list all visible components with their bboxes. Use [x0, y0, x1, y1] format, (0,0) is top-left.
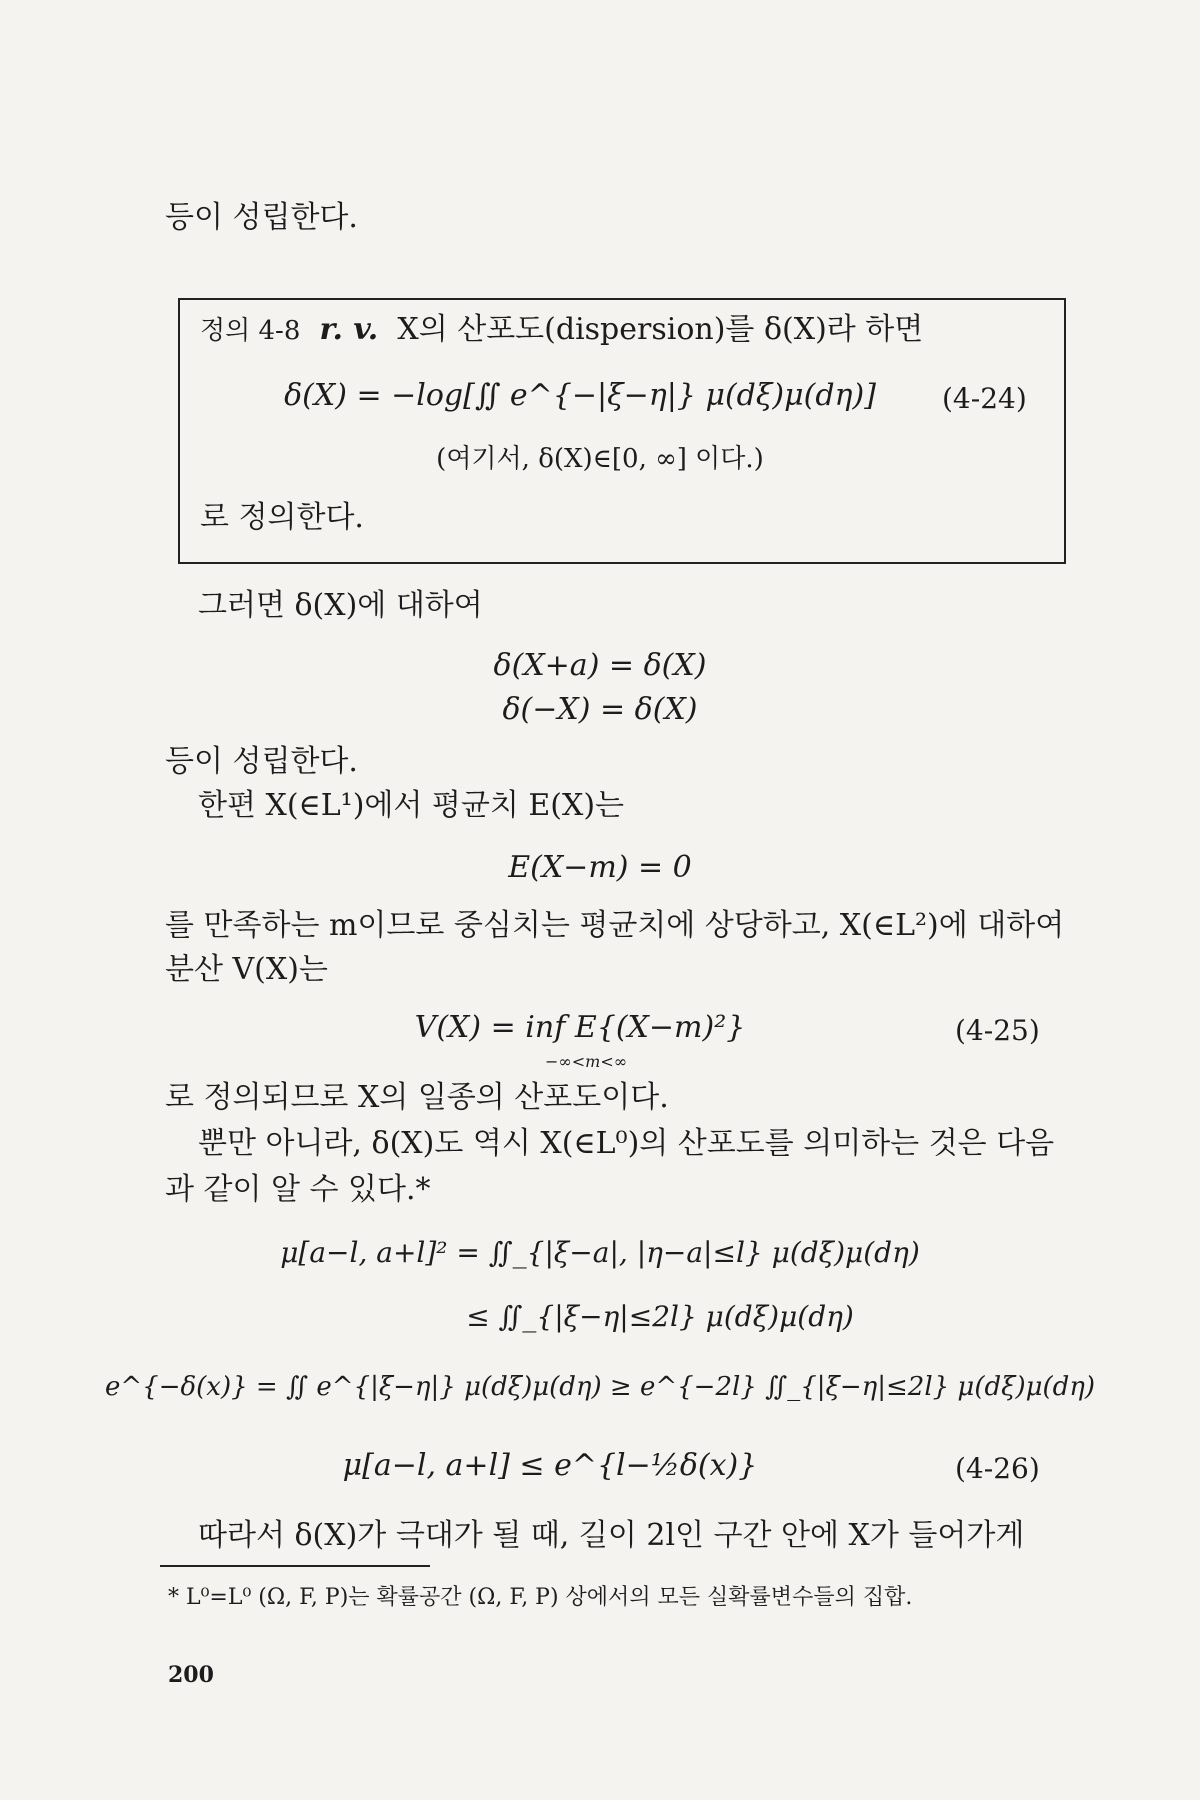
definition-note: (여기서, δ(X)∈[0, ∞] 이다.): [436, 444, 764, 474]
equation: μ[a−l, a+l] ≤ e^{l−½δ(x)}: [342, 1448, 758, 1483]
text-line: 등이 성립한다.: [165, 744, 358, 779]
text-line: 한편 X(∈L¹)에서 평균치 E(X)는: [198, 788, 625, 823]
text-line: 등이 성립한다.: [165, 200, 358, 235]
page-number: 200: [168, 1662, 214, 1688]
text-line: 그러면 δ(X)에 대하여: [198, 588, 483, 623]
footnote: * L⁰=L⁰ (Ω, F, P)는 확률공간 (Ω, F, P) 상에서의 모든 실확률변수들의 집합.: [168, 1585, 913, 1610]
equation: μ[a−l, a+l]² = ∬_{|ξ−a|, |η−a|≤l} μ(dξ)μ(dη): [280, 1236, 920, 1269]
equation: e^{−δ(x)} = ∬ e^{|ξ−η|} μ(dξ)μ(dη) ≥ e^{−2l} ∬_{|ξ−η|≤2l} μ(dξ)μ(dη): [104, 1372, 1095, 1402]
equation-number: (4-24): [942, 382, 1027, 415]
equation: δ(−X) = δ(X): [502, 692, 698, 727]
equation: V(X) = inf E{(X−m)²}: [414, 1010, 746, 1045]
equation-number: (4-26): [955, 1452, 1040, 1485]
equation-subscript: −∞<m<∞: [545, 1052, 628, 1071]
footnote-rule: [160, 1565, 430, 1567]
text-line: 따라서 δ(X)가 극대가 될 때, 길이 2l인 구간 안에 X가 들어가게: [198, 1518, 1025, 1553]
equation: δ(X+a) = δ(X): [493, 648, 707, 683]
equation: ≤ ∬_{|ξ−η|≤2l} μ(dξ)μ(dη): [466, 1300, 854, 1333]
equation: E(X−m) = 0: [508, 850, 692, 885]
text-line: 를 만족하는 m이므로 중심치는 평균치에 상당하고, X(∈L²)에 대하여: [165, 908, 1065, 943]
definition-title: [200, 312, 923, 348]
text-line: 과 같이 알 수 있다.*: [165, 1172, 431, 1207]
definition-equation: δ(X) = −log[∬ e^{−|ξ−η|} μ(dξ)μ(dη)]: [284, 378, 876, 413]
text-line: 로 정의되므로 X의 일종의 산포도이다.: [165, 1080, 669, 1115]
equation-number: (4-25): [955, 1014, 1040, 1047]
definition-text: X의 산포도(dispersion)를 δ(X)라 하면: [397, 312, 924, 347]
definition-rv: r. v.: [319, 312, 379, 347]
text-line: 분산 V(X)는: [165, 952, 328, 987]
definition-label: 정의 4-8: [200, 316, 301, 346]
text-line: 뿐만 아니라, δ(X)도 역시 X(∈L⁰)의 산포도를 의미하는 것은 다음: [198, 1126, 1055, 1161]
definition-end: 로 정의한다.: [200, 500, 364, 535]
